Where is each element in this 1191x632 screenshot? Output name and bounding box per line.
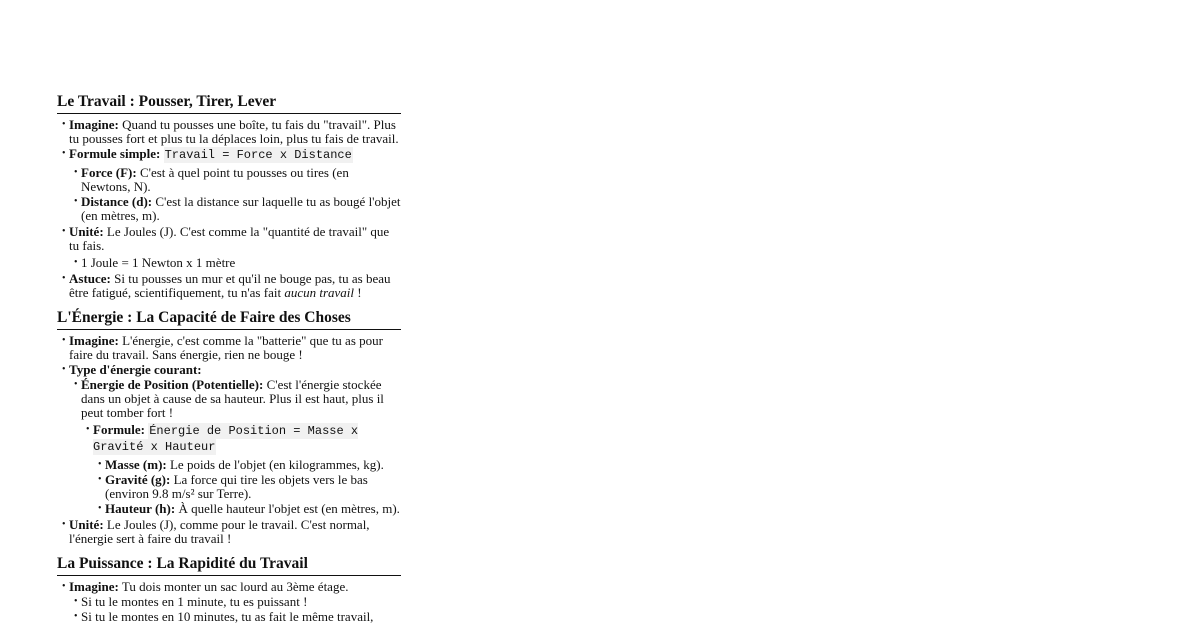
list-item <box>69 363 401 516</box>
item-text: Le Joules (J). C'est comme la "quantité de travail" que tu fais. <box>69 224 390 253</box>
item-label: Force (F): <box>81 165 137 180</box>
item-text: Tu dois monter un sac lourd au 3ème étage. <box>118 579 349 594</box>
list-item <box>93 423 401 516</box>
item-label: Masse (m): <box>105 457 167 472</box>
list-travail <box>57 118 401 300</box>
item-text: ! <box>354 285 362 300</box>
item-label: Imagine: <box>69 579 119 594</box>
list-item <box>69 118 401 146</box>
sublist-unite <box>69 256 401 270</box>
sublist-potentielle <box>81 423 401 516</box>
item-text: Le poids de l'objet (en kilogrammes, kg). <box>166 457 384 472</box>
item-text: Le Joules (J), comme pour le travail. C'est normal, l'énergie sert à faire du travail ! <box>69 517 370 546</box>
list-item <box>69 518 401 546</box>
item-text: Si tu le montes en 1 minute, tu es puissant ! <box>81 594 308 609</box>
item-text: Si tu le montes en 10 minutes, tu as fait le même travail, <box>81 609 374 624</box>
item-emphasis: aucun travail <box>284 285 355 300</box>
list-item <box>69 225 401 270</box>
sublist-types <box>69 378 401 516</box>
item-label: Type d'énergie courant: <box>69 362 202 377</box>
item-label: Formule: <box>93 422 145 437</box>
item-label: Gravité (g): <box>105 472 171 487</box>
section-title-travail: Le Travail : Pousser, Tirer, Lever <box>57 92 401 114</box>
list-item <box>81 166 401 194</box>
list-item <box>81 595 401 609</box>
list-item <box>69 334 401 362</box>
item-text: L'énergie, c'est comme la "batterie" que tu as pour faire du travail. Sans énergie, rien ne bouge ! <box>69 333 383 362</box>
item-text: C'est l'énergie stockée dans un objet à cause de sa hauteur. Plus il est haut, plus il peut tomber fort ! <box>81 377 384 420</box>
list-item <box>81 195 401 223</box>
list-item <box>81 256 401 270</box>
list-energie <box>57 334 401 546</box>
list-puissance <box>57 580 401 624</box>
formula-code: Énergie de Position = Masse x Gravité x Hauteur <box>93 424 359 454</box>
section-energie <box>57 308 401 546</box>
item-label: Formule simple: <box>69 146 161 161</box>
formula-code: Travail = Force x Distance <box>164 148 352 162</box>
list-item <box>81 610 401 624</box>
sublist-variables <box>93 458 401 516</box>
item-text: À quelle hauteur l'objet est (en mètres, m). <box>175 501 400 516</box>
item-label: Distance (d): <box>81 194 153 209</box>
list-item <box>105 473 401 501</box>
item-label: Astuce: <box>69 271 111 286</box>
section-title-puissance: La Puissance : La Rapidité du Travail <box>57 554 401 576</box>
section-travail <box>57 92 401 300</box>
item-label: Unité: <box>69 517 104 532</box>
item-label: Unité: <box>69 224 104 239</box>
sublist-exemple <box>69 595 401 624</box>
item-text: C'est à quel point tu pousses ou tires (en Newtons, N). <box>81 165 349 194</box>
document-column <box>57 92 401 632</box>
list-item <box>69 580 401 624</box>
item-label: Énergie de Position (Potentielle): <box>81 377 264 392</box>
item-text: C'est la distance sur laquelle tu as bougé l'objet (en mètres, m). <box>81 194 401 223</box>
section-puissance <box>57 554 401 624</box>
item-text: 1 Joule = 1 Newton x 1 mètre <box>81 255 236 270</box>
item-label: Imagine: <box>69 117 119 132</box>
list-item <box>105 458 401 472</box>
list-item <box>69 272 401 300</box>
item-text: Si tu pousses un mur et qu'il ne bouge pas, tu as beau être fatigué, scientifiquement, tu n'as fait <box>69 271 391 300</box>
section-title-energie: L'Énergie : La Capacité de Faire des Choses <box>57 308 401 330</box>
item-label: Imagine: <box>69 333 119 348</box>
list-item <box>81 378 401 516</box>
item-text: La force qui tire les objets vers le bas (environ 9.8 m/s² sur Terre). <box>105 472 368 501</box>
sublist-formule <box>69 166 401 223</box>
list-item <box>69 147 401 223</box>
item-label: Hauteur (h): <box>105 501 176 516</box>
list-item <box>105 502 401 516</box>
item-text: Quand tu pousses une boîte, tu fais du "travail". Plus tu pousses fort et plus tu la déplaces loin, plus tu fais de travail. <box>69 117 399 146</box>
